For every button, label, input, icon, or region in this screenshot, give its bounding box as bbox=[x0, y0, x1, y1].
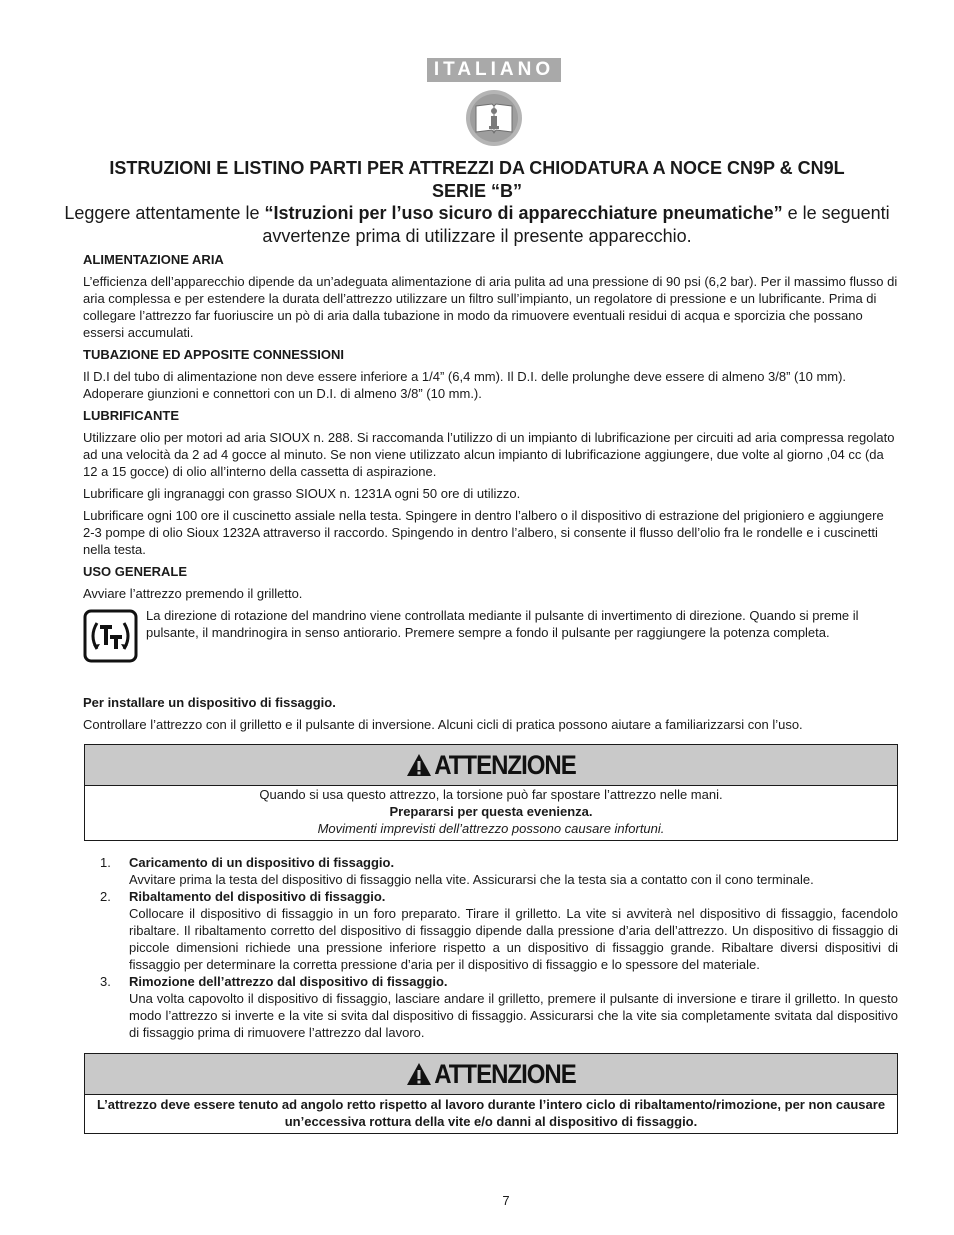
step-number: 2. bbox=[100, 889, 111, 904]
step-2 bbox=[100, 888, 898, 973]
warning-title-1: ATTENZIONE bbox=[434, 750, 576, 780]
text-lubrificante-3: Lubrificare ogni 100 ore il cuscinetto assiale nella testa. Spingere in dentro l’albero o il dispositivo di estrazione del prigioniero e aggiungere 2-3 pompe di olio Sioux 1232A attraverso il raccordo. Spingendo in dentro l’albero, si consente il flusso dell’olio fra le rondelle e i cuscinetti nella testa. bbox=[83, 508, 884, 557]
main-content bbox=[83, 251, 898, 738]
step-title: Ribaltamento del dispositivo di fissaggio. bbox=[129, 889, 386, 904]
title-line-1: ISTRUZIONI E LISTINO PARTI PER ATTREZZI DA CHIODATURA A NOCE CN9P & CN9L bbox=[109, 158, 845, 178]
step-text: Avvitare prima la testa del dispositivo di fissaggio nella vite. Assicurarsi che la testa sia a contatto con il cono terminale. bbox=[129, 872, 814, 887]
text-lubrificante-1: Utilizzare olio per motori ad aria SIOUX n. 288. Si raccomanda l’utilizzo di un impianto di lubrificazione per circuiti ad aria compressa regolato ad una velocità da 2 ad 4 gocce al minuto. Se non viene utilizzato alcun impianto di lubrificazione aggiungere, due volte al giorno ,04 cc (da 12 a 15 gocce) di olio all’interno della cassetta di aspirazione. bbox=[83, 430, 895, 479]
text-lubrificante-2: Lubrificare gli ingranaggi con grasso SIOUX n. 1231A ogni 50 ore di utilizzo. bbox=[83, 486, 521, 501]
warning-triangle-icon bbox=[406, 753, 432, 777]
text-uso-2: La direzione di rotazione del mandrino viene controllata mediante il pulsante di invertimento di direzione. Quando si preme il pulsante, il mandrinogira in senso antiorario. Premere sempre a fondo il pulsante per raggiungere la potenza completa. bbox=[146, 608, 859, 640]
warning-box-1 bbox=[84, 744, 898, 841]
warning2-text: L’attrezzo deve essere tenuto ad angolo retto rispetto al lavoro durante l’intero ciclo di ribaltamento/rimozione, per non causare un’eccessiva rottura della vite e/o danni al dispositivo di fissaggio. bbox=[96, 1097, 886, 1129]
warning1-line1: Quando si usa questo attrezzo, la torsione può far spostare l’attrezzo nelle mani. bbox=[259, 787, 723, 802]
heading-tubazione: TUBAZIONE ED APPOSITE CONNESSIONI bbox=[83, 347, 344, 362]
step-text: Collocare il dispositivo di fissaggio in un foro preparato. Tirare il grilletto. La vite si avviterà nel dispositivo di fissaggio, facendolo ribaltare. Il ribaltamento corretto del dispositivo di fissaggio dipende dalla pressione d’aria dell’attrezzo. Un dispositivo di fissaggio di piccole dimensioni richiede una pressione inferiore rispetto a un dispositivo di fissaggio grande. Ribaltare diversi dispositivi di fissaggio per determinare la corretta pressione d’aria per il dispositivo di fissaggio e lo spessore del materiale. bbox=[129, 906, 898, 972]
warning-title-2: ATTENZIONE bbox=[434, 1059, 576, 1089]
warning-header-2 bbox=[85, 1054, 897, 1095]
step-text: Una volta capovolto il dispositivo di fissaggio, lasciare andare il grilletto, premere il pulsante di inversione e tirare il grilletto. In questo modo l’attrezzo si inverte e la vite si svita dal dispositivo di fissaggio. Assicurarsi che la vite sia completamente svitata dal dispositivo di fissaggio prima di rimuovere l’attrezzo dal lavoro. bbox=[129, 991, 898, 1040]
text-tubazione: Il D.I del tubo di alimentazione non deve essere inferiore a 1/4” (6,4 mm). Il D.I. delle prolunghe deve essere di almeno 3/8” (10 mm). Adoperare giunzioni e connettori con un D.I. di almeno 3/8” (10 mm.). bbox=[83, 369, 847, 401]
reverse-direction-icon bbox=[83, 609, 138, 663]
warning-body-1 bbox=[85, 786, 897, 840]
warning1-line2: Prepararsi per questa evenienza. bbox=[389, 804, 593, 819]
language-badge: ITALIANO bbox=[427, 58, 561, 82]
heading-lubrificante: LUBRIFICANTE bbox=[83, 408, 180, 423]
document-title bbox=[60, 157, 894, 203]
text-alimentazione: L’efficienza dell’apparecchio dipende da un’adeguata alimentazione di aria pulita ad una pressione di 90 psi (6,2 bar). Per il massimo flusso di aria complessa e per estendere la durata dell’attrezzo utilizzare un filtro sull’impianto, un regolatore di pressione e un lubrificante. Prima di collegare l’attrezzo far fuoriuscire un pò di aria dalla tubazione in modo da rimuovere eventuali residui di acqua e sporcizia che possano essersi accumulati. bbox=[83, 274, 898, 340]
step-1 bbox=[100, 854, 898, 888]
step-title: Rimozione dell’attrezzo dal dispositivo di fissaggio. bbox=[129, 974, 448, 989]
step-number: 1. bbox=[100, 855, 111, 870]
intro-bold: “Istruzioni per l’uso sicuro di apparecchiature pneumatiche” bbox=[264, 203, 783, 223]
info-book-icon bbox=[465, 89, 523, 147]
warning-header-1 bbox=[85, 745, 897, 786]
step-3 bbox=[100, 973, 898, 1041]
warning-body-2 bbox=[85, 1095, 897, 1133]
warning-box-2 bbox=[84, 1053, 898, 1134]
text-installare: Controllare l’attrezzo con il grilletto e il pulsante di inversione. Alcuni cicli di pratica possono aiutare a familiarizzarsi con l’uso. bbox=[83, 717, 803, 732]
intro-paragraph bbox=[60, 202, 894, 248]
heading-installare: Per installare un dispositivo di fissaggio. bbox=[83, 695, 336, 710]
step-number: 3. bbox=[100, 974, 111, 989]
step-title: Caricamento di un dispositivo di fissaggio. bbox=[129, 855, 395, 870]
warning-triangle-icon bbox=[406, 1062, 432, 1086]
intro-part-2: e le seguenti avvertenze prima di utilizzare il presente apparecchio. bbox=[262, 203, 890, 246]
warning1-line3: Movimenti imprevisti dell’attrezzo possono causare infortuni. bbox=[317, 821, 665, 836]
intro-part-1: Leggere attentamente le bbox=[64, 203, 265, 223]
uso-reverse-block bbox=[83, 607, 898, 663]
heading-alimentazione: ALIMENTAZIONE ARIA bbox=[83, 252, 224, 267]
steps-list bbox=[100, 854, 898, 1041]
text-uso-1: Avviare l’attrezzo premendo il grilletto. bbox=[83, 586, 303, 601]
title-line-2: SERIE “B” bbox=[431, 181, 523, 201]
heading-uso-generale: USO GENERALE bbox=[83, 564, 188, 579]
page-number: 7 bbox=[502, 1193, 510, 1208]
